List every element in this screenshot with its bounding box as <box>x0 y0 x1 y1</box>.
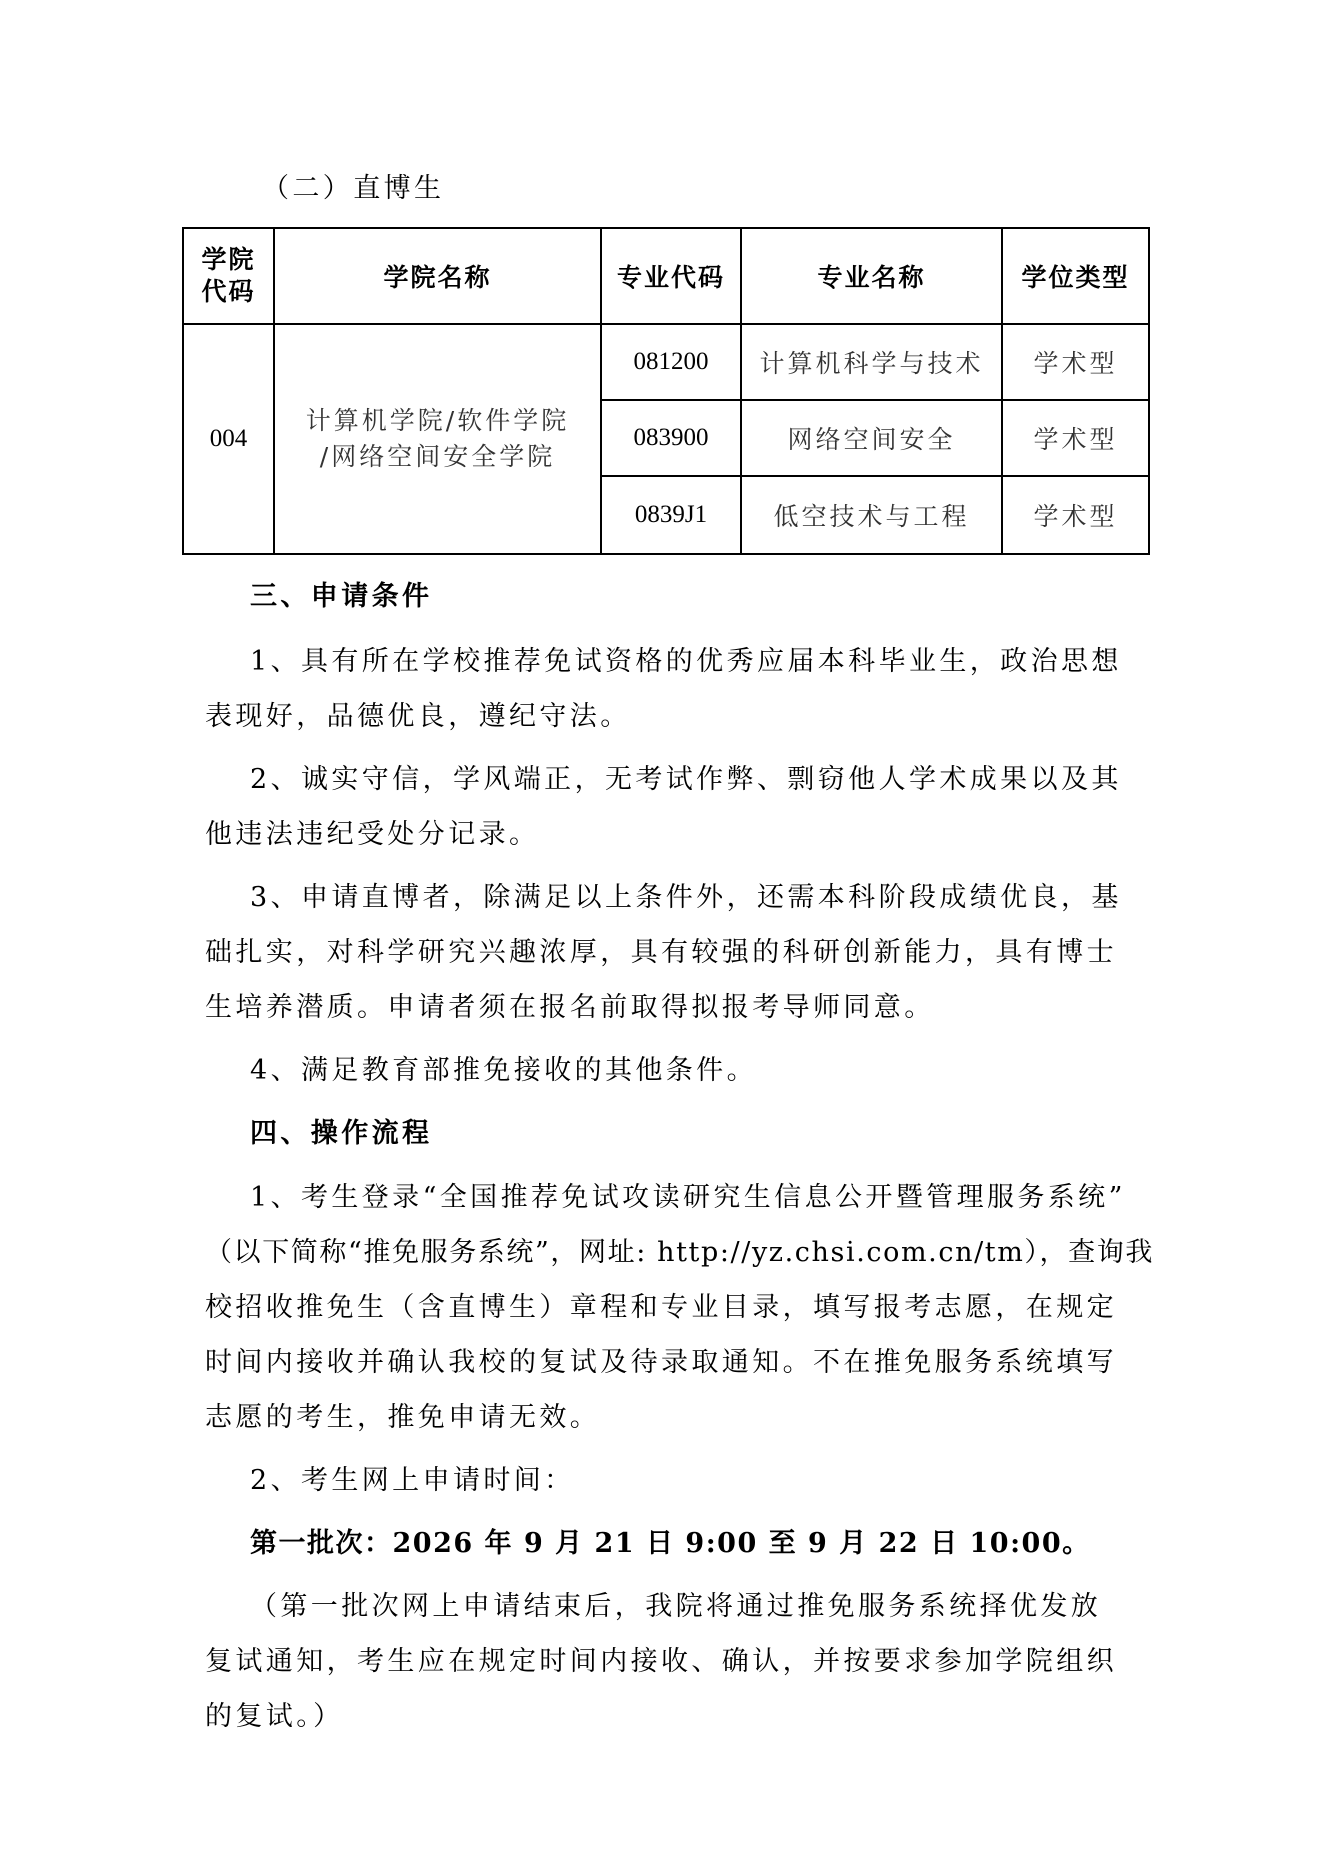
cond2-line2: 他违法违纪受处分记录。 <box>205 819 540 850</box>
cond1-line2: 表现好，品德优良，遵纪守法。 <box>205 701 631 732</box>
proc2-line1: 2、考生网上申请时间： <box>250 1465 575 1496</box>
major-table <box>182 227 1150 555</box>
section-heading-direct-phd: （二）直博生 <box>262 173 445 204</box>
note-line1: （第一批次网上申请结束后，我院将通过推免服务系统择优发放 <box>250 1591 1102 1622</box>
cond4-line1: 4、满足教育部推免接收的其他条件。 <box>250 1055 757 1086</box>
table-row <box>183 324 1149 400</box>
college-name-cell <box>274 324 601 554</box>
table-header-row <box>183 228 1149 324</box>
cond3-line2: 础扎实，对科学研究兴趣浓厚，具有较强的科研创新能力，具有博士 <box>205 937 1117 968</box>
major-code-cell: 0839J1 <box>601 476 741 554</box>
section3-title: 三、申请条件 <box>250 581 433 612</box>
header-major-code: 专业代码 <box>601 228 741 324</box>
proc1-line5: 志愿的考生，推免申请无效。 <box>205 1402 601 1433</box>
degree-type-cell: 学术型 <box>1002 476 1149 554</box>
degree-type-cell: 学术型 <box>1002 324 1149 400</box>
major-name-cell: 低空技术与工程 <box>741 476 1002 554</box>
proc1-line3: 校招收推免生（含直博生）章程和专业目录，填写报考志愿，在规定 <box>205 1292 1117 1323</box>
header-major-name: 专业名称 <box>741 228 1002 324</box>
batch1-line: 第一批次：2026 年 9 月 21 日 9:00 至 9 月 22 日 10:00。 <box>250 1528 1091 1559</box>
header-college-name: 学院名称 <box>274 228 601 324</box>
header-degree-type: 学位类型 <box>1002 228 1149 324</box>
major-code-cell: 081200 <box>601 324 741 400</box>
proc1-line2: （以下简称“推免服务系统”，网址: http://yz.chsi.com.cn/tm），查询我 <box>205 1237 1154 1268</box>
cond1-line1: 1、具有所在学校推荐免试资格的优秀应届本科毕业生，政治思想 <box>250 646 1122 677</box>
college-name-line1: 计算机学院/软件学院 <box>305 406 570 435</box>
major-code-cell: 083900 <box>601 400 741 476</box>
major-name-cell: 计算机科学与技术 <box>741 324 1002 400</box>
header-college-code-l1: 学院 <box>201 245 256 274</box>
proc1-line4: 时间内接收并确认我校的复试及待录取通知。不在推免服务系统填写 <box>205 1347 1117 1378</box>
cond3-line1: 3、申请直博者，除满足以上条件外，还需本科阶段成绩优良，基 <box>250 882 1122 913</box>
section4-title: 四、操作流程 <box>250 1118 433 1149</box>
note-line2: 复试通知，考生应在规定时间内接收、确认，并按要求参加学院组织 <box>205 1646 1117 1677</box>
college-code-cell: 004 <box>183 324 274 554</box>
proc1-line1: 1、考生登录“全国推荐免试攻读研究生信息公开暨管理服务系统” <box>250 1182 1126 1213</box>
college-name-line2: /网络空间安全学院 <box>319 442 556 471</box>
header-college-code-l2: 代码 <box>201 277 256 306</box>
cond3-line3: 生培养潜质。申请者须在报名前取得拟报考导师同意。 <box>205 992 935 1023</box>
degree-type-cell: 学术型 <box>1002 400 1149 476</box>
major-name-cell: 网络空间安全 <box>741 400 1002 476</box>
cond2-line1: 2、诚实守信，学风端正，无考试作弊、剽窃他人学术成果以及其 <box>250 764 1122 795</box>
note-line3: 的复试。） <box>205 1701 344 1732</box>
header-college-code <box>183 228 274 324</box>
